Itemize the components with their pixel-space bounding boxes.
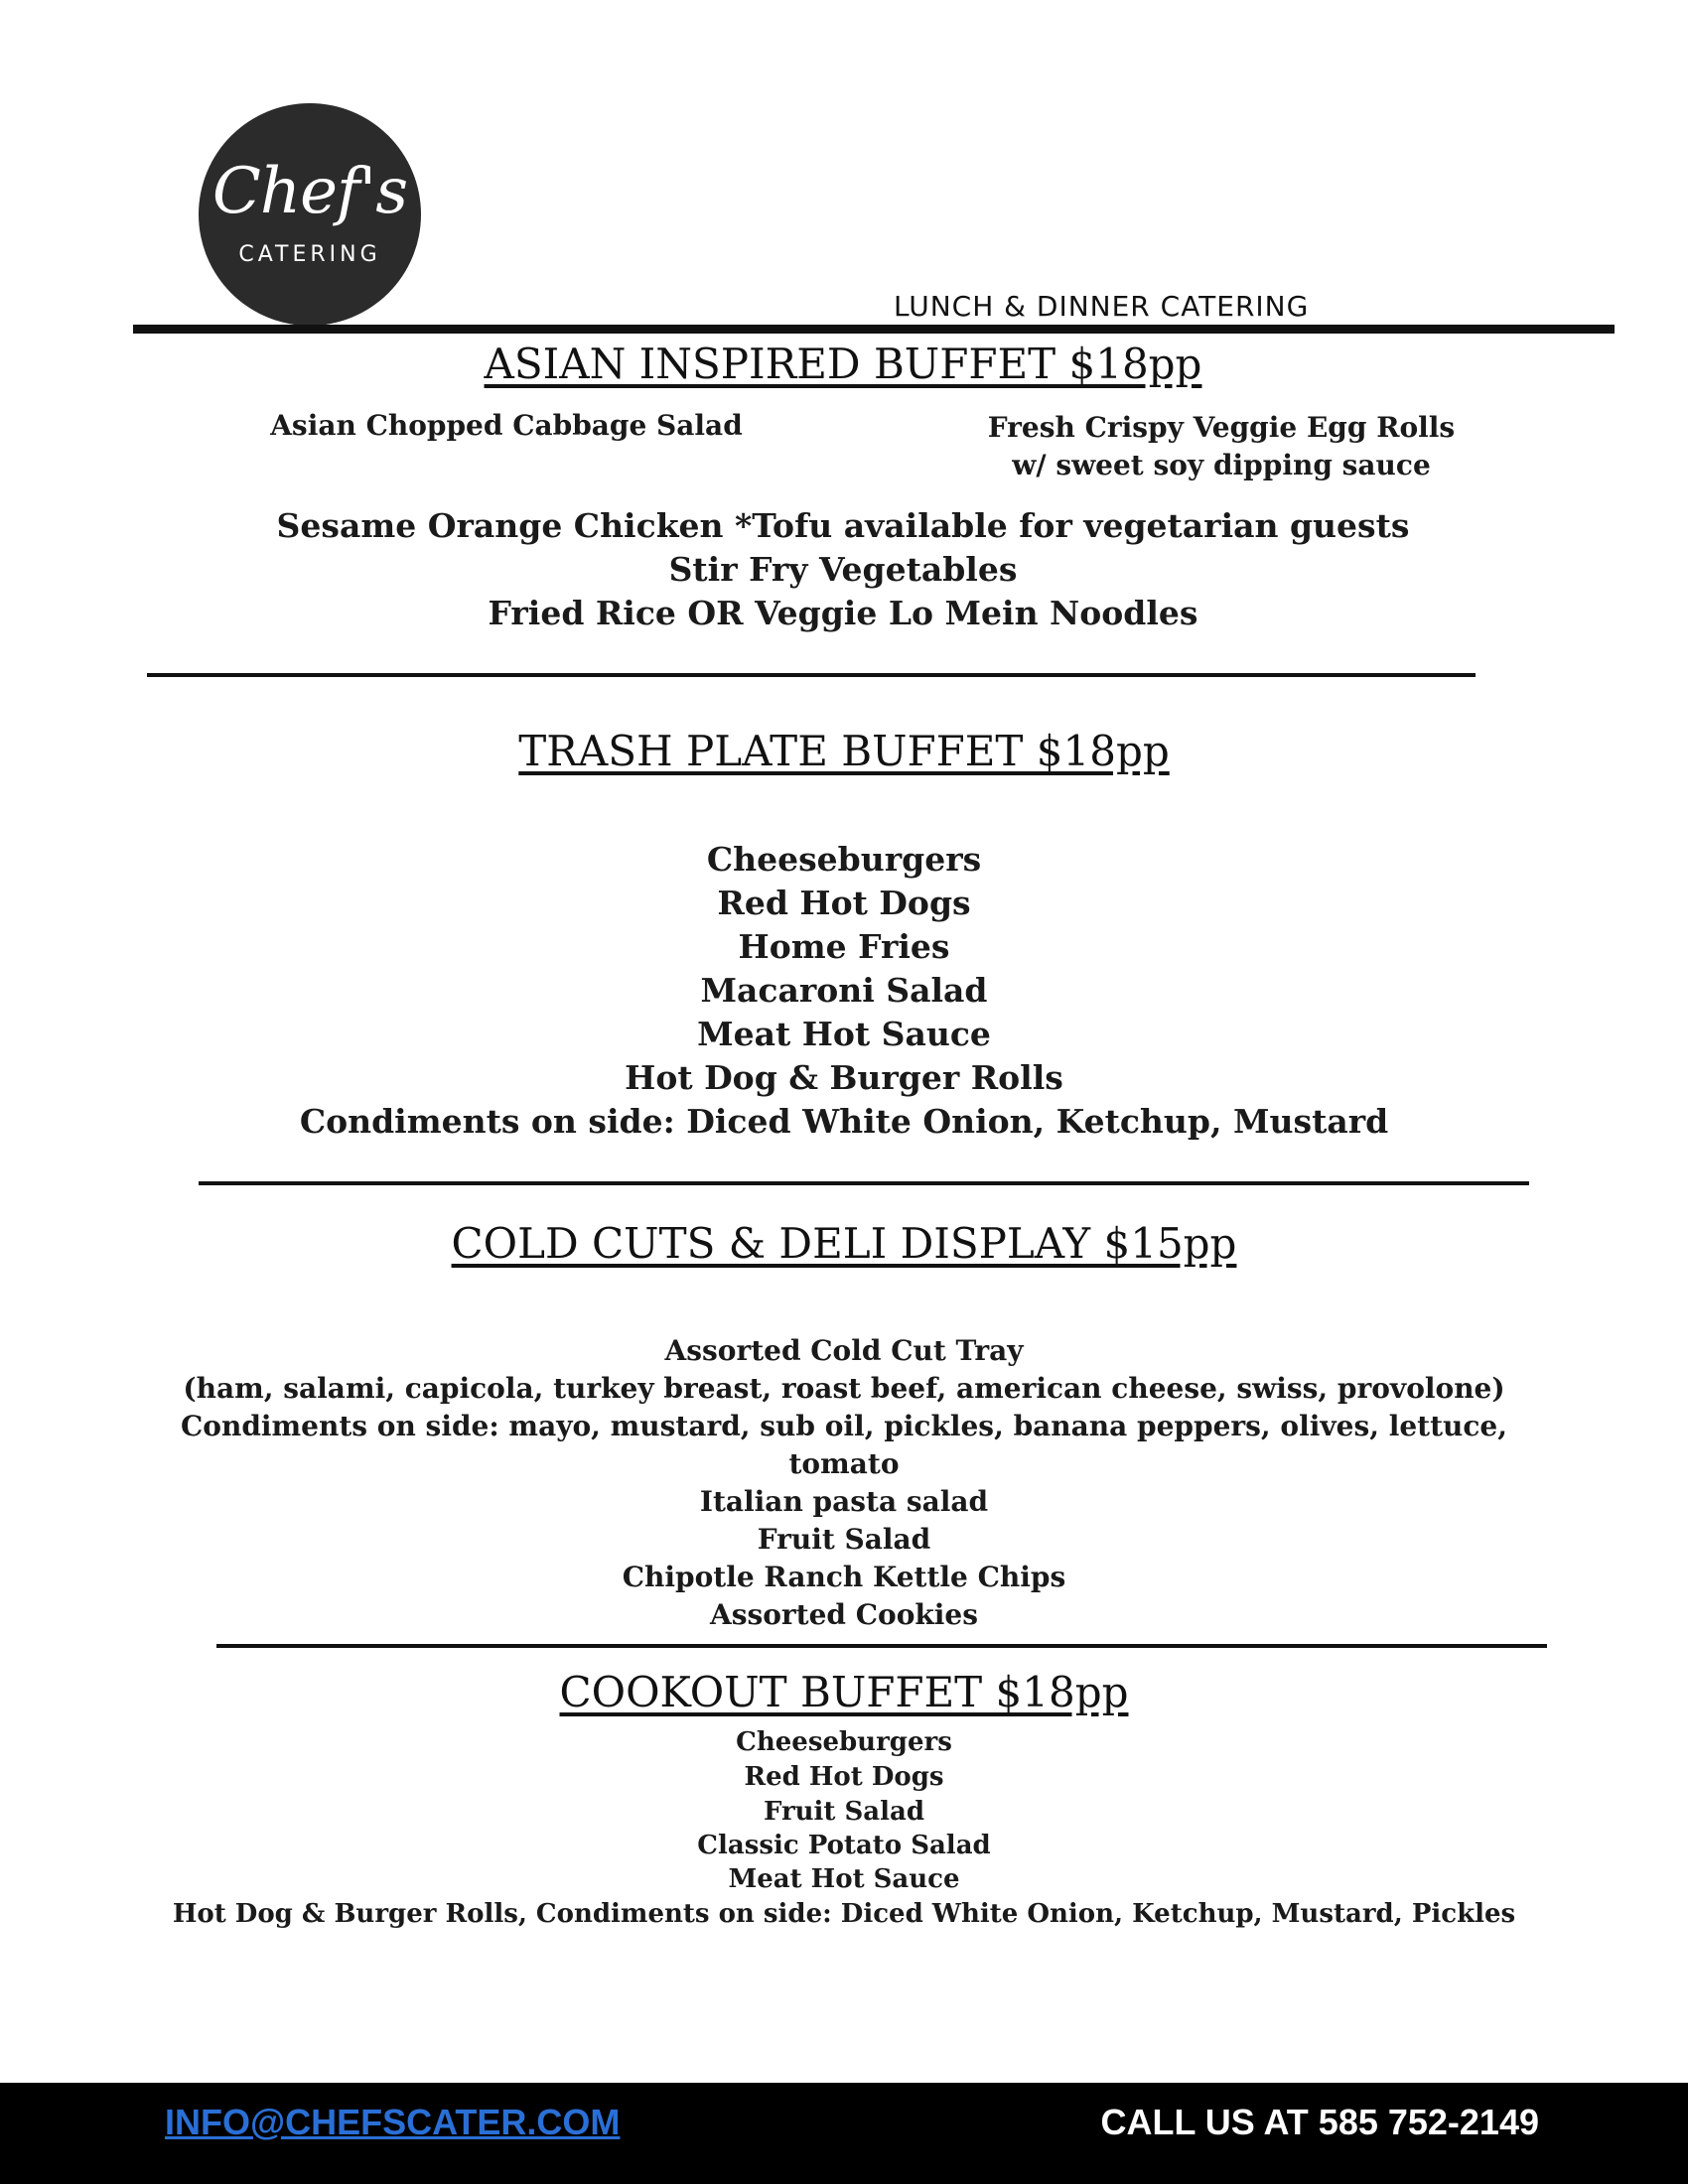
deli-item: Chipotle Ranch Kettle Chips: [622, 1561, 1066, 1593]
trash-plate-title: TRASH PLATE BUFFET $18pp: [518, 727, 1170, 775]
deli-item: Assorted Cold Cut Tray: [664, 1334, 1024, 1367]
tagline: LUNCH & DINNER CATERING: [894, 290, 1310, 323]
deli-item: Italian pasta salad: [699, 1485, 989, 1518]
header-divider: [133, 325, 1615, 334]
logo-script-text: Chef's: [211, 155, 408, 228]
cookout-item: Meat Hot Sauce: [728, 1864, 960, 1894]
deli-item: Condiments on side: mayo, mustard, sub oil, pickles, banana peppers, olives, lettuce,: [181, 1410, 1507, 1442]
asian-left-item: Asian Chopped Cabbage Salad: [270, 409, 743, 442]
asian-item: Stir Fry Vegetables: [668, 550, 1018, 589]
cookout-item: Red Hot Dogs: [744, 1762, 944, 1792]
phone-number: CALL US AT 585 752-2149: [1100, 2102, 1539, 2142]
cookout-item: Classic Potato Salad: [697, 1831, 991, 1860]
trash-item: Home Fries: [738, 927, 950, 966]
chefs-catering-logo: [199, 103, 421, 326]
deli-item: Fruit Salad: [757, 1523, 931, 1556]
deli-display-title: COLD CUTS & DELI DISPLAY $15pp: [451, 1219, 1237, 1268]
asian-right-item: Fresh Crispy Veggie Egg Rolls: [987, 411, 1456, 444]
asian-item: Fried Rice OR Veggie Lo Mein Noodles: [488, 594, 1198, 632]
cookout-item: Cheeseburgers: [736, 1727, 952, 1757]
trash-item: Meat Hot Sauce: [697, 1015, 991, 1053]
asian-buffet-title: ASIAN INSPIRED BUFFET $18pp: [484, 340, 1202, 388]
section-divider: [147, 673, 1476, 677]
deli-item: (ham, salami, capicola, turkey breast, roast beef, american cheese, swiss, provolone): [183, 1372, 1505, 1405]
section-divider: [216, 1644, 1547, 1648]
cookout-item: Fruit Salad: [763, 1797, 925, 1827]
deli-item: tomato: [788, 1447, 900, 1480]
asian-right-item-note: w/ sweet soy dipping sauce: [1012, 449, 1431, 481]
asian-item: Sesame Orange Chicken *Tofu available for vegetarian guests: [276, 506, 1410, 545]
trash-item: Condiments on side: Diced White Onion, Ketchup, Mustard: [299, 1102, 1389, 1141]
cookout-buffet-title: COOKOUT BUFFET $18pp: [559, 1668, 1129, 1716]
email-link[interactable]: INFO@CHEFSCATER.COM: [165, 2102, 621, 2142]
trash-item: Cheeseburgers: [706, 840, 982, 879]
trash-item: Hot Dog & Burger Rolls: [625, 1058, 1063, 1097]
trash-item: Red Hot Dogs: [717, 884, 971, 922]
trash-item: Macaroni Salad: [700, 971, 988, 1010]
cookout-item: Hot Dog & Burger Rolls, Condiments on side: Diced White Onion, Ketchup, Mustard, Pickles: [172, 1899, 1516, 1929]
section-divider: [199, 1181, 1529, 1185]
logo-sub-text: CATERING: [238, 242, 381, 267]
deli-item: Assorted Cookies: [709, 1598, 978, 1631]
